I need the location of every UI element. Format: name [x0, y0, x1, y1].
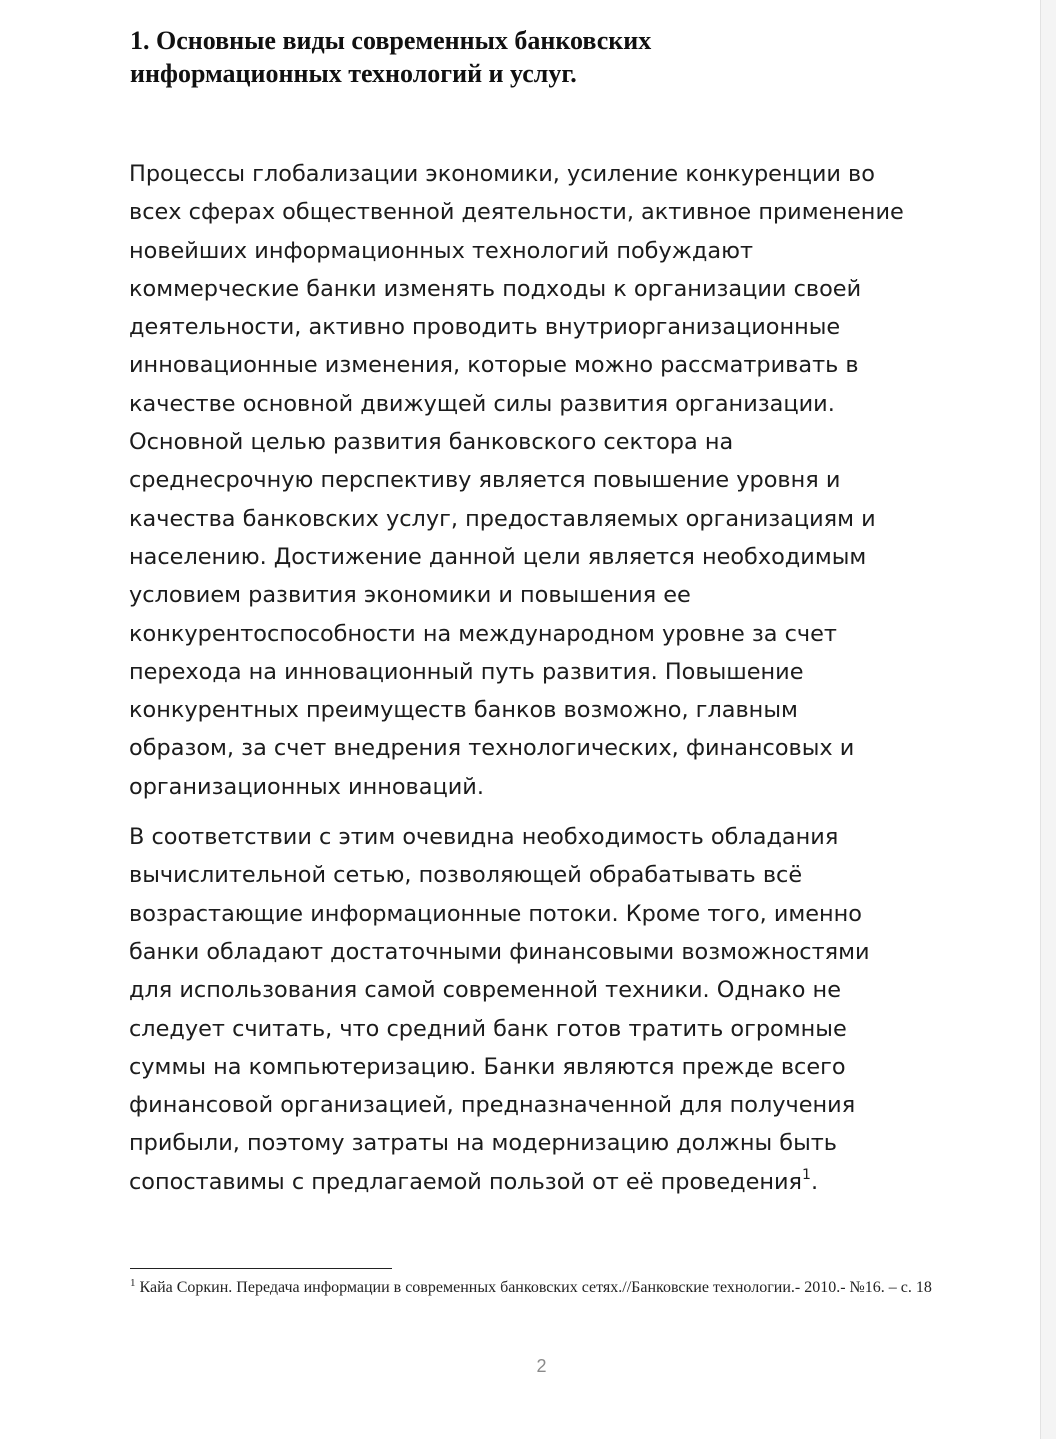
- paragraph-2-text: В соответствии с этим очевидна необходимость обладания вычислительной сетью, позволяющей обрабатывать всё возрастающие информационные потоки. Кроме того, именно банки обладают достаточными финансовыми возможностями для использования самой современной техники. Однако не следует считать, что средний банк готов тратить огромные суммы на компьютеризацию. Банки являются прежде всего финансовой организацией, предназначенной для получения прибыли, поэтому затраты на модернизацию должны быть сопоставимы с предлагаемой пользой от её проведения: [129, 824, 870, 1195]
- paragraph-1: Процессы глобализации экономики, усиление конкуренции во всех сферах общественной деятельности, активное применение новейших информационных технологий побуждают коммерческие банки изменять подходы к организации своей деятельности, активно проводить внутриорганизационные инновационные изменения, которые можно рассматривать в качестве основной движущей силы развития организации. Основной целью развития банковского сектора на среднесрочную перспективу является повышение уровня и качества банковских услуг, предоставляемых организациям и населению. Достижение данной цели является необходимым условием развития экономики и повышения ее конкурентоспособности на международном уровне за счет перехода на инновационный путь развития. Повышение конкурентных преимуществ банков возможно, главным образом, за счет внедрения технологических, финансовых и организационных инноваций.: [129, 161, 904, 800]
- footnote-marker: 1: [130, 1277, 136, 1289]
- footnote-separator: [130, 1268, 392, 1269]
- section-heading-line-1: 1. Основные виды современных банковских: [130, 26, 652, 55]
- body-text: [129, 155, 929, 1201]
- footnote-text: Кайа Соркин. Передача информации в современных банковских сетях.//Банковские технологии.- 2010.- №16. – с. 18: [135, 1279, 932, 1296]
- section-heading: [130, 24, 910, 90]
- page-number: 2: [536, 1356, 547, 1376]
- footnote: [130, 1277, 970, 1299]
- section-heading-line-2: информационных технологий и услуг.: [130, 59, 577, 88]
- page-edge: [1040, 0, 1056, 1439]
- footnote-reference[interactable]: 1: [802, 1166, 811, 1183]
- paragraph-2-end-punctuation: .: [810, 1168, 819, 1195]
- paragraph-2: [129, 818, 929, 1201]
